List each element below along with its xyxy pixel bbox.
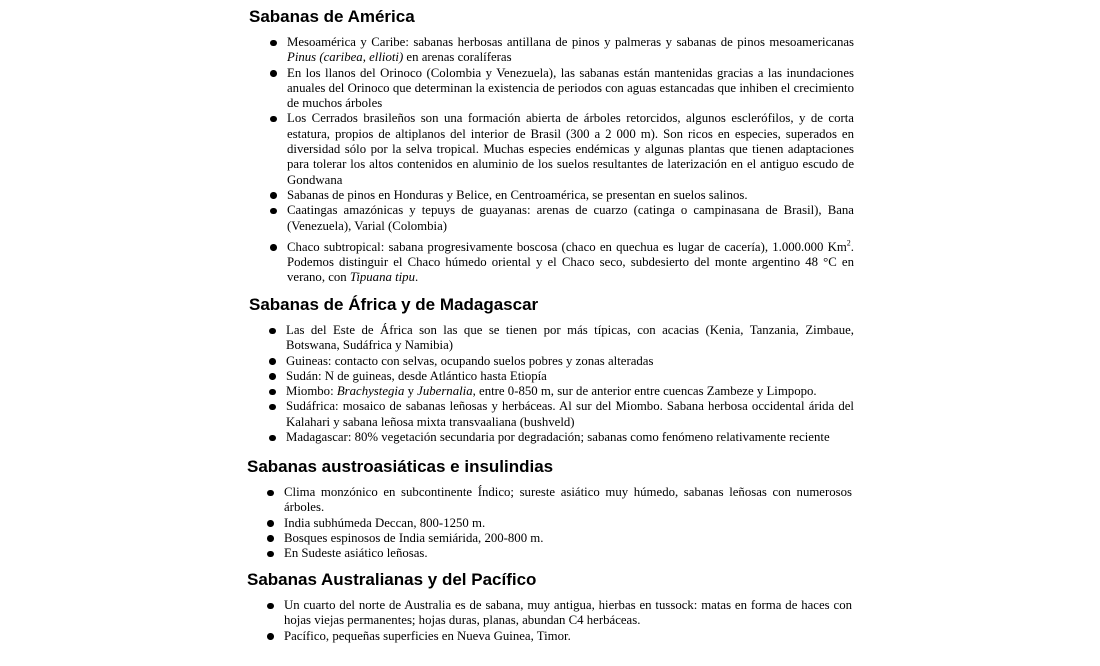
list-item: En los llanos del Orinoco (Colombia y Venezuela), las sabanas están mantenidas gracias a las inundaciones anuales del Orinoco que determinan la existencia de periodos con aguas estancadas que inhiben el crecimiento de muchos árboles: [270, 66, 854, 112]
list-item: Sabanas de pinos en Honduras y Belice, en Centroamérica, se presentan en suelos salinos.: [270, 188, 854, 203]
section-heading-austroasia: Sabanas austroasiáticas e insulindias: [247, 457, 554, 476]
list-item: En Sudeste asiático leñosas.: [267, 546, 852, 561]
list-item: Caatingas amazónicas y tepuys de guayanas: arenas de cuarzo (catinga o campinasana de Brasil), Bana (Venezuela), Varial (Colombia): [270, 203, 854, 234]
list-item: Las del Este de África son las que se tienen por más típicas, con acacias (Kenia, Tanzania, Zimbaue, Botswana, Sudáfrica y Namibia): [269, 323, 854, 354]
list-item: Guineas: contacto con selvas, ocupando suelos pobres y zonas alteradas: [269, 354, 854, 369]
list-item: Bosques espinosos de India semiárida, 200-800 m.: [267, 531, 852, 546]
bullet-list-america: [270, 35, 854, 286]
section-heading-australia: Sabanas Australianas y del Pacífico: [247, 570, 537, 589]
bullet-list-australia: [267, 598, 852, 644]
section-heading-africa: Sabanas de África y de Madagascar: [249, 295, 539, 314]
list-item: India subhúmeda Deccan, 800-1250 m.: [267, 516, 852, 531]
list-item: Madagascar: 80% vegetación secundaria por degradación; sabanas como fenómeno relativamente reciente: [269, 430, 854, 445]
list-item: Miombo: Brachystegia y Jubernalia, entre 0-850 m, sur de anterior entre cuencas Zambeze y Limpopo.: [269, 384, 854, 399]
bullet-list-africa: [269, 323, 854, 445]
list-item: Chaco subtropical: sabana progresivamente boscosa (chaco en quechua es lugar de cacería), 1.000.000 Km$^2$. Podemos distinguir el Chaco húmedo oriental y el Chaco seco, subdesierto del monte argentino 48 °C en verano, con Tipuana tipu.: [270, 240, 854, 286]
list-item: Clima monzónico en subcontinente Índico; sureste asiático muy húmedo, sabanas leñosas con numerosos árboles.: [267, 485, 852, 516]
list-item: Un cuarto del norte de Australia es de sabana, muy antigua, hierbas en tussock: matas en forma de haces con hojas viejas permanentes; hojas duras, planas, abundan C4 herbáceas.: [267, 598, 852, 629]
list-item: Pacífico, pequeñas superficies en Nueva Guinea, Timor.: [267, 629, 852, 644]
list-item: Mesoamérica y Caribe: sabanas herbosas antillana de pinos y palmeras y sabanas de pinos mesoamericanas Pinus (caribea, ellioti) en arenas coralíferas: [270, 35, 854, 66]
bullet-list-austroasia: [267, 485, 852, 561]
section-heading-america: Sabanas de América: [249, 7, 415, 26]
list-item: Sudáfrica: mosaico de sabanas leñosas y herbáceas. Al sur del Miombo. Sabana herbosa occidental árida del Kalahari y sabana leñosa mixta transvaaliana (bushveld): [269, 399, 854, 430]
list-item: Los Cerrados brasileños son una formación abierta de árboles retorcidos, algunos esclerófilos, y de corta estatura, propios de altiplanos del interior de Brasil (300 a 2 000 m). Son ricos en especies, superados en diversidad sólo por la selva tropical. Muchas especies endémicas y algunas plantas que tienen adaptaciones para tolerar los altos contenidos en aluminio de los suelos resultantes de laterización en el antiguo escudo de Gondwana: [270, 111, 854, 187]
list-item: Sudán: N de guineas, desde Atlántico hasta Etiopía: [269, 369, 854, 384]
